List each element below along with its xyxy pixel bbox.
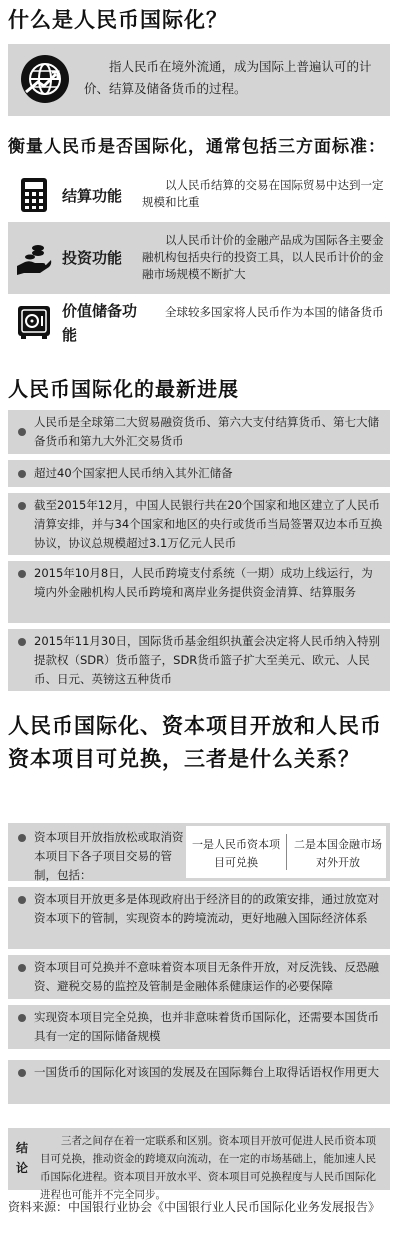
list-item <box>8 493 390 555</box>
bullet-icon <box>18 428 26 436</box>
function-row-settlement <box>8 168 390 222</box>
bullet-icon <box>18 502 26 510</box>
list-item <box>8 955 390 999</box>
list-item <box>8 410 390 454</box>
list-item <box>8 561 390 623</box>
bullet-icon <box>18 1014 26 1022</box>
conclusion-box <box>8 1128 390 1201</box>
bullet-icon <box>18 470 26 478</box>
function-row-investment <box>8 222 390 294</box>
list-item <box>8 887 390 949</box>
safe-icon <box>16 304 52 340</box>
list-item-text: 一国货币的国际化对该国的发展及在国际舞台上取得话语权作用更大 <box>34 1065 379 1079</box>
function-title: 投资功能 <box>62 249 123 267</box>
section-title-relationship: 人民币国际化、资本项目开放和人民币资本项目可兑换，三者是什么关系？ <box>8 714 382 771</box>
list-item <box>8 1005 390 1049</box>
sub-items-box <box>186 826 386 878</box>
globe-icon <box>20 54 70 104</box>
function-row-reserve <box>8 296 390 348</box>
sub-item-market-opening: 二是本国金融市场对外开放 <box>294 838 382 869</box>
list-item <box>8 1060 390 1104</box>
bullet-icon <box>18 964 26 972</box>
bullet-icon <box>18 834 26 842</box>
section-title-standards: 衡量人民币是否国际化，通常包括三方面标准： <box>8 137 386 157</box>
list-item-text: 资本项目开放指放松或取消资本项目下各子项目交易的管制，包括： <box>34 830 184 882</box>
list-item-text: 人民币是全球第二大贸易融资货币、第六大支付结算货币、第七大储备货币和第九大外汇交易货币 <box>34 415 379 448</box>
list-item <box>8 460 390 487</box>
list-item-text: 2015年10月8日，人民币跨境支付系统（一期）成功上线运行，为境内外金融机构人民币跨境和离岸业务提供资金清算、结算服务 <box>34 566 373 599</box>
function-title: 价值储备功能 <box>62 302 138 344</box>
function-desc: 以人民币结算的交易在国际贸易中达到一定规模和比重 <box>142 178 384 209</box>
list-item-text: 超过40个国家把人民币纳入其外汇储备 <box>34 466 233 480</box>
section-title-progress: 人民币国际化的最新进展 <box>8 377 239 401</box>
list-item <box>8 823 390 881</box>
definition-box <box>8 44 390 116</box>
source-note: 资料来源：中国银行业协会《中国银行业人民币国际化业务发展报告》 <box>8 1200 381 1214</box>
list-item-text: 实现资本项目完全兑换，也并非意味着货币国际化，还需要本国货币具有一定的国际储备规模 <box>34 1010 379 1043</box>
bullet-icon <box>18 1069 26 1077</box>
list-item-text: 资本项目可兑换并不意味着资本项目无条件开放，对反洗钱、反恐融资、避税交易的监控及管制是金融体系健康运作的必要保障 <box>34 960 379 993</box>
conclusion-label: 结论 <box>16 1141 29 1175</box>
definition-text: 指人民币在境外流通，成为国际上普遍认可的计价、结算及储备货币的过程。 <box>84 59 372 96</box>
list-item-text: 截至2015年12月，中国人民银行共在20个国家和地区建立了人民币清算安排，并与34个国家和地区的央行或货币当局签署双边本币互换协议，协议总规模超过3.1万亿元人民币 <box>34 498 383 550</box>
bullet-icon <box>18 896 26 904</box>
list-item <box>8 629 390 691</box>
function-desc: 以人民币计价的金融产品成为国际各主要金融机构包括央行的投资工具，以人民币计价的金融市场规模不断扩大 <box>142 233 384 281</box>
list-item-text: 2015年11月30日，国际货币基金组织执董会决定将人民币纳入特别提款权（SDR）货币篮子，SDR货币篮子扩大至美元、欧元、人民币、日元、英镑这五种货币 <box>34 634 381 686</box>
sub-item-convertibility: 一是人民币资本项目可兑换 <box>192 838 280 869</box>
calculator-icon <box>16 177 52 213</box>
function-desc: 全球较多国家将人民币作为本国的储备货币 <box>165 305 384 319</box>
function-title: 结算功能 <box>62 187 123 205</box>
hand-coins-icon <box>16 240 52 276</box>
section-title-what-is: 什么是人民币国际化？ <box>8 8 228 32</box>
divider <box>286 834 287 870</box>
conclusion-text: 三者之间存在着一定联系和区别。资本项目开放可促进人民币资本项目可兑换，推动资金的跨境双向流动，在一定的市场基础上，能加速人民币国际化进程。资本项目开放水平、资本项目可兑换程度与人民币国际化进程也可能并不完全同步。 <box>40 1135 376 1201</box>
bullet-icon <box>18 638 26 646</box>
bullet-icon <box>18 570 26 578</box>
list-item-text: 资本项目开放更多是体现政府出于经济目的的政策安排，通过放宽对资本项下的管制，实现资本的跨境流动，更好地融入国际经济体系 <box>34 892 379 925</box>
